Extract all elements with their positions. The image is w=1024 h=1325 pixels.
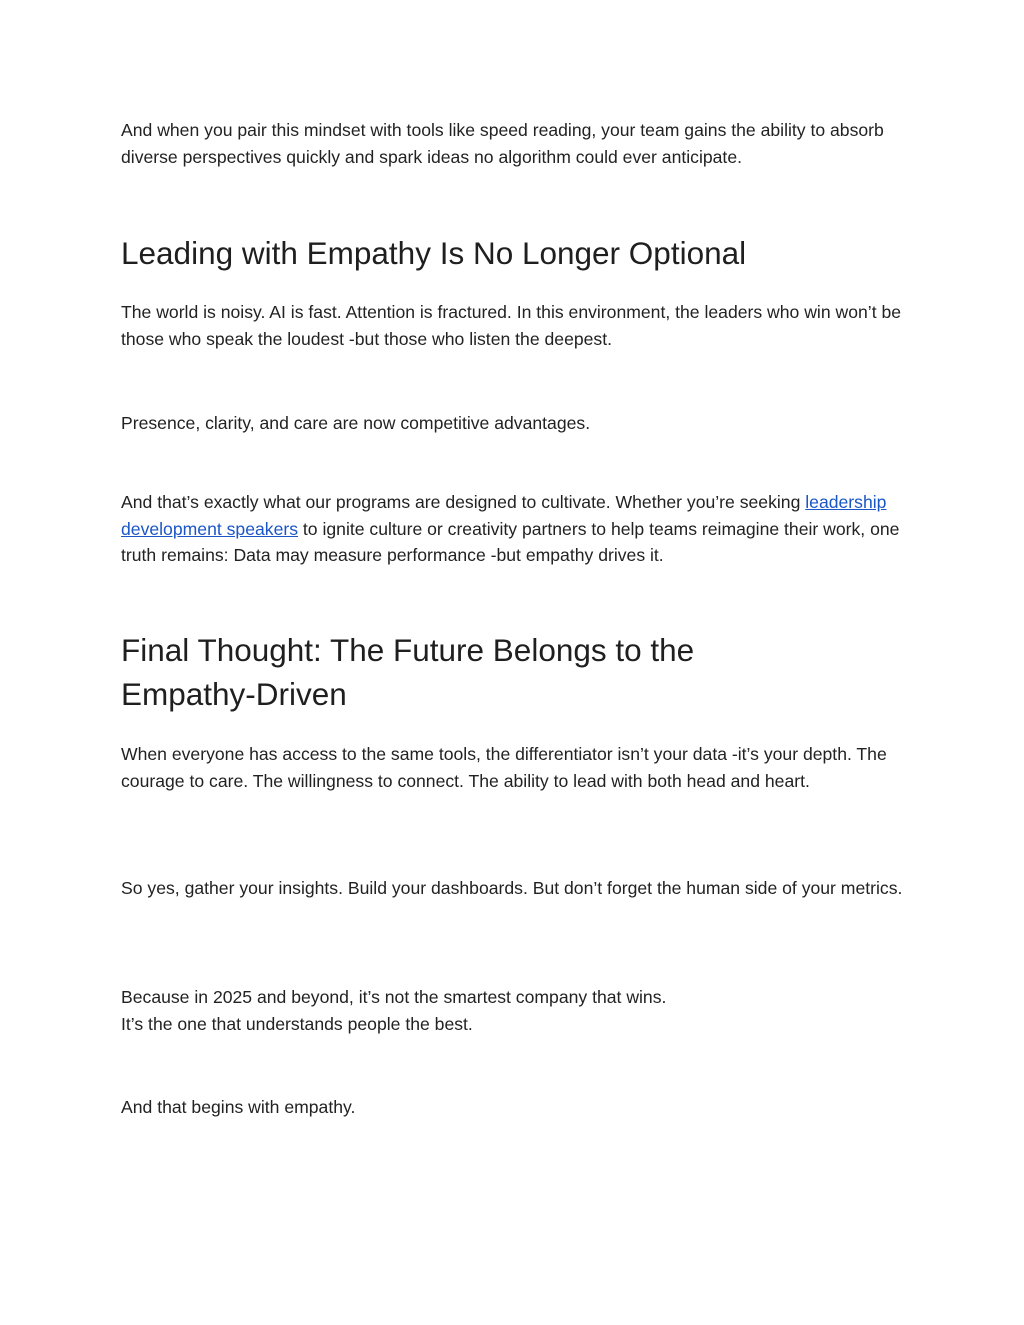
paragraph-2025-and-beyond: Because in 2025 and beyond, it’s not the smartest company that wins. It’s the one that understands people the best. bbox=[121, 987, 667, 1034]
paragraph-programs-text-before: And that’s exactly what our programs are designed to cultivate. Whether you’re seeking bbox=[121, 492, 806, 512]
heading-final-thought: Final Thought: The Future Belongs to the Empathy-Driven bbox=[121, 632, 695, 712]
paragraph-gather-insights: So yes, gather your insights. Build your dashboards. But don’t forget the human side of your metrics. bbox=[121, 878, 903, 898]
paragraph-same-tools: When everyone has access to the same tools, the differentiator isn’t your data -it’s your depth. The courage to care. The willingness to connect. The ability to lead with both head and heart. bbox=[121, 744, 887, 791]
paragraph-world-is-noisy: The world is noisy. AI is fast. Attention is fractured. In this environment, the leaders who win won’t be those who speak the loudest -but those who listen the deepest. bbox=[121, 302, 902, 349]
paragraph-programs-text-after: to ignite culture or creativity partners to help teams reimagine their work, one truth remains: Data may measure performance -but empathy drives it. bbox=[121, 518, 900, 565]
paragraph-presence: Presence, clarity, and care are now competitive advantages. bbox=[121, 413, 591, 433]
paragraph-intro: And when you pair this mindset with tools like speed reading, your team gains the ability to absorb diverse perspectives quickly and spark ideas no algorithm could ever anticipate. bbox=[121, 120, 884, 167]
paragraph-closing: And that begins with empathy. bbox=[121, 1097, 356, 1117]
leadership-development-speakers-link[interactable]: leadership development speakers bbox=[121, 492, 887, 539]
paragraph-programs bbox=[121, 489, 911, 569]
heading-leading-with-empathy: Leading with Empathy Is No Longer Optional bbox=[121, 235, 747, 271]
